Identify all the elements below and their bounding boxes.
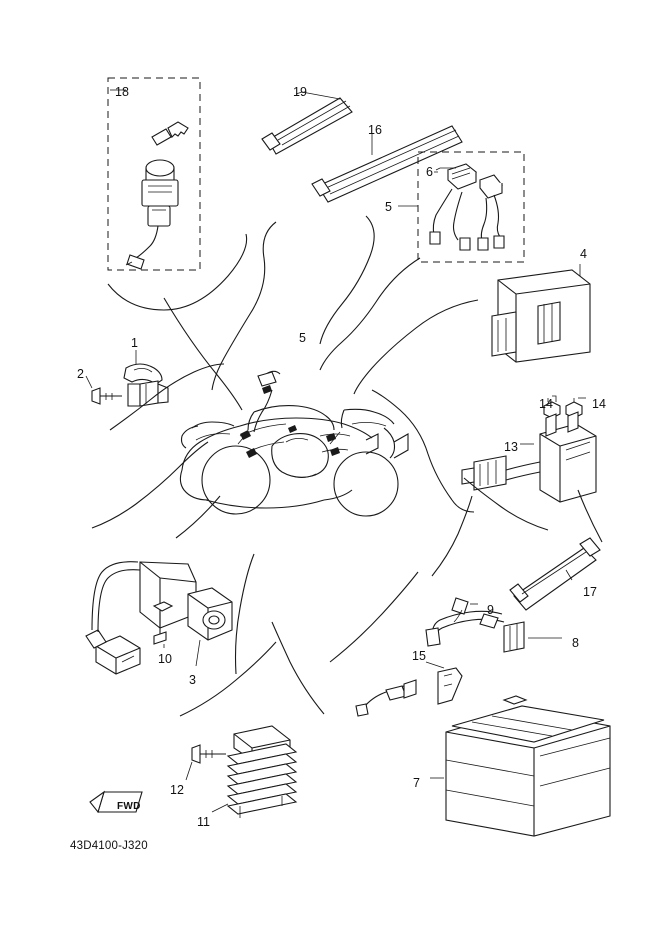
group-relay-bracket — [86, 350, 168, 406]
callout-15: 15 — [412, 649, 426, 663]
callout-12: 12 — [170, 783, 184, 797]
group-cable-tie-short — [262, 92, 352, 154]
callout-6: 6 — [426, 165, 433, 179]
fwd-direction-label: FWD — [117, 801, 141, 812]
group-battery — [430, 696, 610, 836]
callout-4: 4 — [580, 247, 587, 261]
callout-14b: 14 — [592, 397, 606, 411]
group-cdi-unit — [492, 264, 590, 362]
callout-10: 10 — [158, 652, 172, 666]
callout-2: 2 — [77, 367, 84, 381]
group-positive-lead — [426, 598, 562, 652]
group-starter-relay — [462, 396, 596, 502]
group-main-switch — [108, 78, 200, 270]
callout-19: 19 — [293, 85, 307, 99]
callout-3: 3 — [189, 673, 196, 687]
callout-9: 9 — [487, 603, 494, 617]
callout-16: 16 — [368, 123, 382, 137]
callout-5a: 5 — [385, 200, 392, 214]
part-code-label: 43D4100-J320 — [70, 840, 148, 852]
callout-11: 11 — [197, 815, 210, 829]
callout-5b: 5 — [299, 331, 306, 345]
callout-18: 18 — [115, 85, 129, 99]
callout-13: 13 — [504, 440, 518, 454]
vehicle-outline — [180, 371, 408, 516]
group-negative-lead — [356, 662, 462, 716]
group-battery-band — [510, 538, 600, 610]
callout-7: 7 — [413, 776, 420, 790]
callout-1: 1 — [131, 336, 138, 350]
group-cable-tie-long — [312, 123, 462, 202]
callout-8: 8 — [572, 636, 579, 650]
group-rectifier-regulator — [186, 726, 296, 818]
callout-17: 17 — [583, 585, 597, 599]
callout-14a: 14 — [539, 397, 553, 411]
group-fuse-assembly — [398, 152, 524, 262]
